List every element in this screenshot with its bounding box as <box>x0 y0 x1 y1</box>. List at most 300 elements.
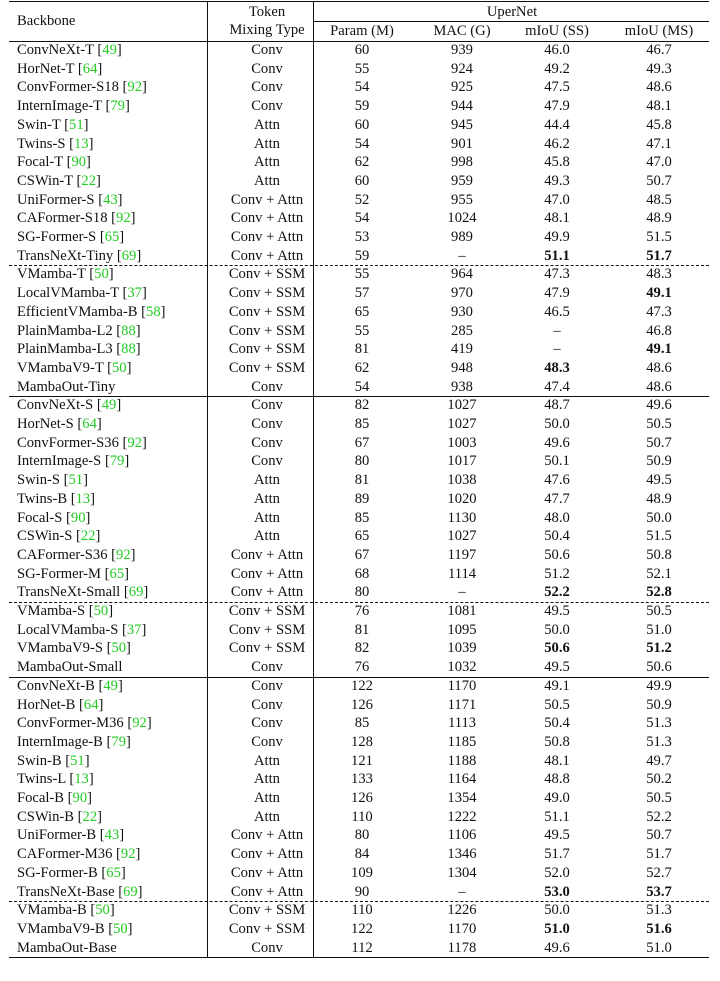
backbone-name <box>17 752 231 771</box>
bracket: ] <box>124 565 130 582</box>
bracket: [ <box>65 771 75 788</box>
model-name: ConvFormer-M36 <box>17 715 124 732</box>
mac-value: 1170 <box>447 677 477 694</box>
dashed-separator <box>9 602 709 603</box>
model-name: TransNeXt-Small <box>17 584 121 601</box>
miou-ms-value: 53.7 <box>646 883 672 900</box>
citation-link[interactable]: 58 <box>146 303 161 320</box>
backbone-name <box>17 490 231 509</box>
miou-ms-value: 48.9 <box>646 490 672 507</box>
citation-link[interactable]: 49 <box>103 677 118 694</box>
table-row <box>9 247 709 266</box>
mixing-type: Attn <box>254 771 280 788</box>
citation-link[interactable]: 50 <box>113 920 128 937</box>
miou-ss-value: – <box>553 341 561 358</box>
miou-ss-value: 52.0 <box>544 864 570 881</box>
citation-link[interactable]: 79 <box>111 733 127 750</box>
param-value: 54 <box>354 210 370 227</box>
miou-ms-value: 51.6 <box>646 920 672 937</box>
miou-ss-value: 53.0 <box>544 883 570 900</box>
backbone-name <box>17 920 231 939</box>
citation-link[interactable]: 92 <box>116 210 131 227</box>
mac-value: 1354 <box>447 790 477 806</box>
citation-link[interactable]: 51 <box>69 116 84 133</box>
mixing-type: Conv + Attn <box>230 229 304 245</box>
bracket: ] <box>117 191 123 208</box>
table-row <box>9 920 709 939</box>
bracket: ] <box>108 603 114 619</box>
mac-value: 1171 <box>447 696 477 713</box>
citation-link[interactable]: 43 <box>104 827 120 844</box>
miou-ms-value: 51.3 <box>646 733 672 750</box>
citation-link[interactable]: 13 <box>74 771 89 788</box>
citation-link[interactable]: 64 <box>82 60 98 77</box>
backbone-name <box>17 733 231 752</box>
citation-link[interactable]: 51 <box>68 472 84 489</box>
miou-ms-value: 50.7 <box>646 434 672 451</box>
param-value: 76 <box>354 603 370 619</box>
mac-value: 1027 <box>447 416 477 432</box>
mac-value: 1003 <box>447 434 477 451</box>
backbone-name <box>17 565 231 584</box>
table-row <box>9 883 709 902</box>
mac-value: 1226 <box>447 902 477 919</box>
bracket: ] <box>119 827 125 844</box>
miou-ss-value: 50.4 <box>544 715 570 732</box>
table-row <box>9 602 709 621</box>
table-row <box>9 658 709 677</box>
citation-link[interactable]: 43 <box>103 191 118 208</box>
table-row <box>9 509 709 528</box>
param-value: 52 <box>354 191 370 208</box>
table-row <box>9 939 709 958</box>
param-value: 62 <box>354 154 370 171</box>
table-row <box>9 845 709 864</box>
param-value: 126 <box>351 696 373 713</box>
citation-link[interactable]: 50 <box>111 359 127 376</box>
backbone-name <box>17 639 231 658</box>
mac-value: 1130 <box>447 509 477 526</box>
bracket: [ <box>112 846 121 863</box>
param-value: 85 <box>354 715 370 732</box>
param-value: 84 <box>354 846 370 863</box>
citation-link[interactable]: 22 <box>80 528 96 545</box>
mac-value: 1020 <box>447 490 477 507</box>
param-value: 68 <box>354 565 370 582</box>
backbone-name <box>17 60 231 79</box>
citation-link[interactable]: 50 <box>93 603 109 619</box>
header-backbone: Backbone <box>17 13 76 29</box>
miou-ms-value: 52.8 <box>646 584 672 601</box>
mac-value: 1185 <box>447 733 477 750</box>
mixing-type: Attn <box>254 116 280 133</box>
mixing-type: Conv + SSM <box>228 920 306 937</box>
bracket: [ <box>72 172 82 189</box>
table-row <box>9 826 709 845</box>
model-name: CAFormer-S18 <box>17 210 108 227</box>
miou-ms-value: 47.0 <box>646 154 672 171</box>
bracket: [ <box>112 341 122 358</box>
citation-link[interactable]: 49 <box>101 397 117 414</box>
citation-link[interactable]: 65 <box>104 229 120 245</box>
mixing-type: Attn <box>254 808 280 825</box>
param-value: 57 <box>354 285 370 302</box>
miou-ms-value: 46.8 <box>646 322 672 339</box>
mixing-type: Conv + SSM <box>228 266 306 283</box>
backbone-name <box>17 434 231 453</box>
backbone-name <box>17 602 231 621</box>
table-row <box>9 452 709 471</box>
model-name: Twins-L <box>17 771 66 788</box>
backbone-name <box>17 396 231 415</box>
model-name: ConvFormer-S18 <box>17 79 119 96</box>
miou-ms-value: 45.8 <box>646 116 672 133</box>
mac-value: 1114 <box>447 565 477 582</box>
mac-value: – <box>458 584 466 601</box>
miou-ms-value: 49.1 <box>646 285 672 302</box>
model-name: VMambaV9-B <box>17 920 105 937</box>
mac-value: 1095 <box>447 621 477 638</box>
mixing-type: Conv + SSM <box>228 322 306 339</box>
bracket: ] <box>117 677 123 694</box>
backbone-name <box>17 808 231 827</box>
miou-ms-value: 48.3 <box>646 266 672 283</box>
miou-ss-value: 51.2 <box>544 565 570 582</box>
bracket: ] <box>126 733 131 750</box>
bracket: [ <box>107 210 117 227</box>
results-table <box>9 1 709 971</box>
table-row <box>9 621 709 640</box>
bracket: [ <box>74 808 83 825</box>
bracket: [ <box>85 603 94 619</box>
citation-link[interactable]: 90 <box>72 790 88 806</box>
miou-ms-value: 49.3 <box>646 60 672 77</box>
table-row <box>9 322 709 341</box>
miou-ms-value: 50.5 <box>646 603 672 619</box>
mac-value: 948 <box>451 359 473 376</box>
table-row <box>9 770 709 789</box>
citation-link[interactable]: 79 <box>109 453 125 470</box>
miou-ss-value: 49.6 <box>544 434 570 451</box>
miou-ss-value: 50.1 <box>544 453 570 470</box>
param-value: 59 <box>354 98 370 115</box>
bracket: ] <box>90 490 96 507</box>
mac-value: 939 <box>451 42 473 58</box>
param-value: 54 <box>354 79 370 96</box>
mixing-type: Attn <box>254 790 280 806</box>
backbone-name <box>17 546 231 565</box>
model-name: HorNet-B <box>17 696 76 713</box>
bracket: ] <box>141 621 147 638</box>
bracket: [ <box>59 472 69 489</box>
mixing-type: Conv + SSM <box>228 359 306 376</box>
miou-ss-value: – <box>553 322 561 339</box>
bracket: [ <box>102 733 112 750</box>
bracket: [ <box>118 621 127 638</box>
miou-ms-value: 50.5 <box>646 790 672 806</box>
bracket: [ <box>61 752 71 769</box>
bracket: [ <box>96 827 105 844</box>
citation-link[interactable]: 69 <box>123 883 138 900</box>
miou-ss-value: 51.7 <box>544 846 570 863</box>
mixing-type: Conv + Attn <box>230 191 304 208</box>
bracket: [ <box>103 359 112 376</box>
param-value: 80 <box>354 827 370 844</box>
backbone-name <box>17 116 231 135</box>
mixing-type: Conv <box>251 434 283 451</box>
mixing-type: Conv + SSM <box>228 621 306 638</box>
mixing-type: Conv + Attn <box>230 247 304 264</box>
backbone-name <box>17 527 231 546</box>
citation-link[interactable]: 92 <box>127 79 142 96</box>
citation-link[interactable]: 50 <box>94 266 109 283</box>
bracket: [ <box>62 154 72 171</box>
model-name: CSWin-T <box>17 172 73 189</box>
backbone-name <box>17 583 231 602</box>
miou-ss-value: 48.7 <box>544 397 570 414</box>
param-value: 82 <box>354 640 370 657</box>
param-value: 67 <box>354 434 370 451</box>
backbone-name <box>17 340 231 359</box>
param-value: 54 <box>354 378 370 395</box>
citation-link[interactable]: 13 <box>73 135 89 152</box>
mac-value: 945 <box>451 116 473 133</box>
miou-ms-value: 49.9 <box>646 677 672 694</box>
table-row <box>9 116 709 135</box>
backbone-name <box>17 191 231 210</box>
param-value: 81 <box>354 472 370 489</box>
bracket: ] <box>108 266 114 283</box>
mixing-type: Conv <box>251 416 283 432</box>
mixing-type: Conv <box>251 677 283 694</box>
miou-ss-value: 50.0 <box>544 902 570 919</box>
mac-value: 1032 <box>447 659 477 676</box>
citation-link[interactable]: 90 <box>71 154 87 171</box>
miou-ms-value: 52.2 <box>646 808 672 825</box>
backbone-name <box>17 826 231 845</box>
table-row <box>9 78 709 97</box>
model-name: Twins-B <box>17 490 68 507</box>
group-rule <box>9 396 709 397</box>
model-name: Swin-T <box>17 116 61 133</box>
mixing-type: Conv + SSM <box>228 640 306 657</box>
miou-ms-value: 51.7 <box>646 247 672 264</box>
citation-link[interactable]: 90 <box>70 509 86 526</box>
citation-link[interactable]: 65 <box>109 565 125 582</box>
mixing-type: Attn <box>254 509 280 526</box>
bracket: ] <box>87 790 93 806</box>
table-row <box>9 359 709 378</box>
citation-link[interactable]: 69 <box>128 584 144 601</box>
mac-value: 955 <box>451 191 473 208</box>
bracket: ] <box>137 883 143 900</box>
model-name: InternImage-B <box>17 733 103 750</box>
mixing-type: Attn <box>254 528 280 545</box>
mixing-type: Conv + Attn <box>230 827 304 844</box>
bracket: [ <box>93 42 103 58</box>
bracket: [ <box>65 135 74 152</box>
bracket: [ <box>96 229 105 245</box>
model-name: UniFormer-S <box>17 191 95 208</box>
backbone-name <box>17 471 231 490</box>
bracket: ] <box>88 135 94 152</box>
miou-ms-value: 48.6 <box>646 378 672 395</box>
table-row <box>9 752 709 771</box>
mac-value: 1164 <box>447 771 477 788</box>
bracket: [ <box>102 640 112 657</box>
miou-ss-value: 49.5 <box>544 827 570 844</box>
citation-link[interactable]: 65 <box>106 864 121 881</box>
mixing-type: Conv + Attn <box>230 565 304 582</box>
citation-link[interactable]: 22 <box>82 808 98 825</box>
citation-link[interactable]: 92 <box>127 434 142 451</box>
citation-link[interactable]: 92 <box>120 846 136 863</box>
citation-link[interactable]: 64 <box>83 696 99 713</box>
model-name: MambaOut-Tiny <box>17 378 116 395</box>
mixing-type: Conv <box>251 60 283 77</box>
miou-ms-value: 49.7 <box>646 752 672 769</box>
bracket: ] <box>85 509 91 526</box>
bracket: [ <box>123 715 133 732</box>
bracket: ] <box>96 416 102 432</box>
bracket: ] <box>146 715 152 732</box>
bracket: ] <box>130 546 136 563</box>
miou-ms-value: 48.5 <box>646 191 672 208</box>
model-name: CSWin-B <box>17 808 74 825</box>
bracket: ] <box>96 172 101 189</box>
miou-ms-value: 48.9 <box>646 210 672 227</box>
miou-ss-value: 50.8 <box>544 733 570 750</box>
mixing-type: Attn <box>254 472 280 489</box>
model-name: VMamba-T <box>17 266 86 283</box>
miou-ss-value: 52.2 <box>544 584 570 601</box>
miou-ss-value: 44.4 <box>544 116 570 133</box>
bracket: ] <box>86 154 91 171</box>
bracket: [ <box>107 546 117 563</box>
mixing-type: Conv + Attn <box>230 546 304 563</box>
bracket: [ <box>74 60 83 77</box>
backbone-name <box>17 228 231 247</box>
mac-value: 1170 <box>447 920 477 937</box>
model-name: CSWin-S <box>17 528 73 545</box>
table-row <box>9 153 709 172</box>
table-row <box>9 901 709 920</box>
table-row <box>9 639 709 658</box>
table-row <box>9 209 709 228</box>
mixing-type: Conv + Attn <box>230 584 304 601</box>
model-name: Focal-T <box>17 154 63 171</box>
table-row <box>9 546 709 565</box>
citation-link[interactable]: 37 <box>126 621 142 638</box>
mac-value: 938 <box>451 378 473 395</box>
miou-ms-value: 47.3 <box>646 303 672 320</box>
backbone-name <box>17 770 231 789</box>
miou-ms-value: 50.7 <box>646 827 672 844</box>
table-row <box>9 378 709 397</box>
backbone-name <box>17 135 231 154</box>
miou-ms-value: 51.3 <box>646 902 672 919</box>
mixing-type: Conv <box>251 79 283 96</box>
miou-ms-value: 50.5 <box>646 416 672 432</box>
header-upernet: UperNet <box>486 4 538 20</box>
mixing-type: Conv + SSM <box>228 341 306 358</box>
miou-ss-value: 50.6 <box>544 546 570 563</box>
mixing-type: Attn <box>254 752 280 769</box>
model-name: VMambaV9-T <box>17 359 104 376</box>
citation-link[interactable]: 88 <box>121 341 136 358</box>
citation-link[interactable]: 50 <box>111 640 127 657</box>
bracket: ] <box>124 453 130 470</box>
miou-ms-value: 46.7 <box>646 42 672 58</box>
bracket: ] <box>127 920 133 937</box>
citation-link[interactable]: 69 <box>121 247 137 264</box>
mixing-type: Conv <box>251 715 283 732</box>
miou-ss-value: 47.9 <box>544 98 570 115</box>
citation-link[interactable]: 92 <box>116 546 131 563</box>
model-name: MambaOut-Small <box>17 659 123 676</box>
bracket: ] <box>84 752 90 769</box>
backbone-name <box>17 509 231 528</box>
citation-link[interactable]: 64 <box>82 416 97 432</box>
mixing-type: Conv <box>251 42 283 58</box>
header-rule <box>9 41 709 42</box>
citation-link[interactable]: 88 <box>121 322 136 339</box>
citation-link[interactable]: 50 <box>95 902 110 919</box>
citation-link[interactable]: 51 <box>70 752 85 769</box>
miou-ss-value: 48.0 <box>544 509 570 526</box>
bracket: [ <box>73 416 83 432</box>
miou-ms-value: 50.6 <box>646 659 672 676</box>
citation-link[interactable]: 49 <box>102 42 117 58</box>
bracket: [ <box>62 509 71 526</box>
bracket: ] <box>141 79 147 96</box>
citation-link[interactable]: 79 <box>110 98 125 115</box>
mixing-type: Conv + Attn <box>230 864 304 881</box>
mixing-type: Conv + SSM <box>228 285 306 302</box>
citation-link[interactable]: 13 <box>75 490 91 507</box>
mixing-type: Attn <box>254 490 280 507</box>
mac-value: 1178 <box>447 939 477 956</box>
miou-ms-value: 50.9 <box>646 696 672 713</box>
miou-ss-value: 51.1 <box>544 247 570 264</box>
table-row <box>9 340 709 359</box>
miou-ss-value: 48.3 <box>544 359 570 376</box>
dashed-separator <box>9 265 709 266</box>
model-name: ConvNeXt-B <box>17 677 95 694</box>
model-name: ConvFormer-S36 <box>17 434 119 451</box>
mixing-type: Conv + SSM <box>228 902 306 919</box>
citation-link[interactable]: 37 <box>127 285 142 302</box>
miou-ss-value: 47.6 <box>544 472 570 489</box>
citation-link[interactable]: 92 <box>132 715 147 732</box>
table-row <box>9 808 709 827</box>
vertical-rule-token <box>313 1 314 957</box>
model-name: Focal-B <box>17 790 65 806</box>
bracket: [ <box>64 790 73 806</box>
param-value: 112 <box>351 939 373 956</box>
table-row <box>9 228 709 247</box>
param-value: 80 <box>354 584 370 601</box>
bracket: ] <box>83 116 89 133</box>
mac-value: 1017 <box>447 453 477 470</box>
citation-link[interactable]: 22 <box>81 172 97 189</box>
miou-ss-value: 50.0 <box>544 621 570 638</box>
model-name: Swin-S <box>17 472 60 489</box>
miou-ss-value: 49.5 <box>544 603 570 619</box>
model-name: InternImage-T <box>17 98 102 115</box>
param-value: 85 <box>354 509 370 526</box>
table-row <box>9 583 709 602</box>
